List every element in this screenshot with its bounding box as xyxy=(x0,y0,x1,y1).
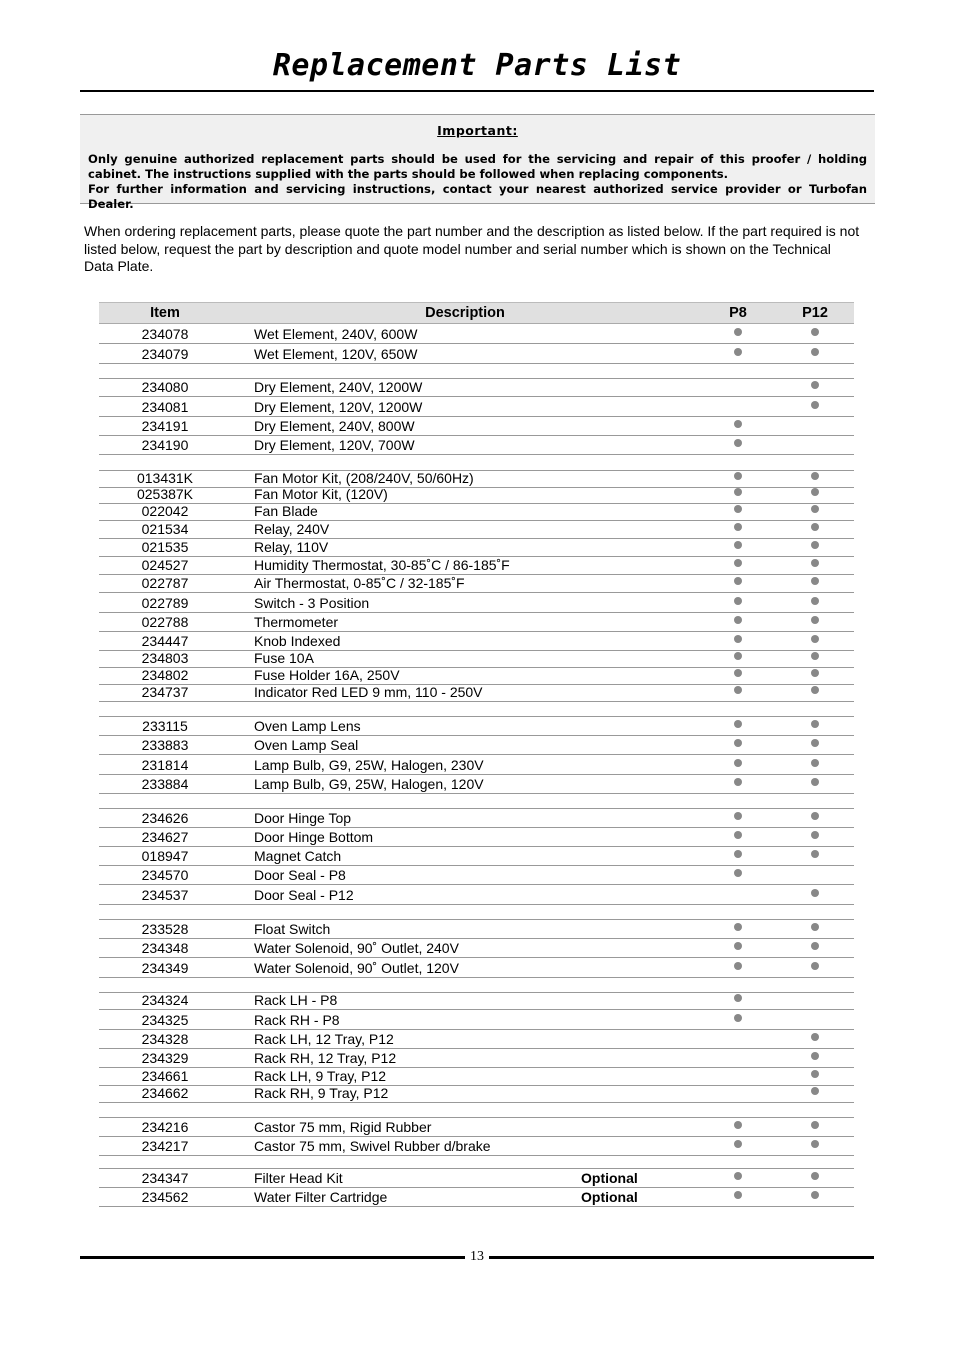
part-number: 231814 xyxy=(141,757,189,773)
table-row xyxy=(99,774,854,794)
part-number: 013431K xyxy=(136,470,194,486)
p12-availability-dot-cell xyxy=(807,667,823,683)
p8-availability-dot xyxy=(734,669,742,677)
p8-availability-dot xyxy=(734,488,742,496)
important-line-1: Only genuine authorized replacement parts should be used for the servicing and repair of this proofer / holding cabinet. The instructions supplied with the parts should be followed when replacing components. xyxy=(88,152,867,181)
page-title: Replacement Parts List xyxy=(272,48,682,83)
part-number: 022789 xyxy=(141,595,189,611)
p12-availability-dot-cell xyxy=(807,486,823,502)
p12-availability-dot-cell xyxy=(807,539,823,555)
p8-availability-dot xyxy=(734,778,742,786)
p12-availability-dot-cell xyxy=(807,718,823,734)
part-number: 234216 xyxy=(141,1119,189,1135)
p12-availability-dot-cell xyxy=(807,595,823,611)
p12-availability-dot-cell xyxy=(807,521,823,537)
p8-availability-dot xyxy=(734,994,742,1002)
part-description: Castor 75 mm, Rigid Rubber xyxy=(254,1119,432,1135)
p12-availability-dot xyxy=(811,505,819,513)
part-description: Indicator Red LED 9 mm, 110 - 250V xyxy=(254,684,483,700)
p8-availability-dot-cell xyxy=(730,810,746,826)
part-number: 234562 xyxy=(141,1189,189,1205)
part-number: 024527 xyxy=(141,557,189,573)
p12-availability-dot-cell xyxy=(807,1138,823,1154)
p8-availability-dot-cell xyxy=(730,326,746,342)
p12-availability-dot xyxy=(811,559,819,567)
table-row xyxy=(99,520,854,539)
part-description: Water Solenoid, 90˚ Outlet, 240V xyxy=(254,940,459,956)
p12-availability-dot-cell xyxy=(807,633,823,649)
p8-availability-dot xyxy=(734,523,742,531)
p8-availability-dot xyxy=(734,720,742,728)
important-notice xyxy=(80,114,875,211)
p8-availability-dot-cell xyxy=(730,1138,746,1154)
p8-availability-dot xyxy=(734,869,742,877)
part-number: 233528 xyxy=(141,921,189,937)
p8-availability-dot xyxy=(734,759,742,767)
part-description: Door Seal - P8 xyxy=(254,867,346,883)
part-description: Knob Indexed xyxy=(254,633,341,649)
p12-availability-dot xyxy=(811,1140,819,1148)
optional-label: Optional xyxy=(581,1170,638,1186)
part-description: Relay, 110V xyxy=(254,539,329,555)
p8-availability-dot xyxy=(734,686,742,694)
p12-availability-dot xyxy=(811,1172,819,1180)
table-row xyxy=(99,378,854,397)
p12-availability-dot-cell xyxy=(807,399,823,415)
p12-availability-dot xyxy=(811,381,819,389)
part-number: 021534 xyxy=(141,521,189,537)
part-description: Wet Element, 120V, 650W xyxy=(254,346,418,362)
p12-availability-dot-cell xyxy=(807,379,823,395)
p12-availability-dot xyxy=(811,812,819,820)
p12-availability-dot xyxy=(811,652,819,660)
p12-availability-dot xyxy=(811,1191,819,1199)
table-row xyxy=(99,1085,854,1103)
part-description: Magnet Catch xyxy=(254,848,342,864)
p12-availability-dot-cell xyxy=(807,940,823,956)
p8-availability-dot xyxy=(734,541,742,549)
part-description: Fan Blade xyxy=(254,503,318,519)
p8-availability-dot xyxy=(734,577,742,585)
p12-availability-dot xyxy=(811,401,819,409)
p8-availability-dot-cell xyxy=(730,418,746,434)
p8-availability-dot xyxy=(734,1014,742,1022)
p12-availability-dot xyxy=(811,850,819,858)
table-spacer-row xyxy=(99,363,854,379)
part-description: Dry Element, 240V, 1200W xyxy=(254,379,423,395)
p8-availability-dot-cell xyxy=(730,940,746,956)
part-number: 234348 xyxy=(141,940,189,956)
p8-availability-dot xyxy=(734,348,742,356)
p12-availability-dot xyxy=(811,778,819,786)
p8-availability-dot xyxy=(734,962,742,970)
p8-availability-dot xyxy=(734,616,742,624)
p12-availability-dot xyxy=(811,597,819,605)
p8-availability-dot-cell xyxy=(730,757,746,773)
part-number: 234217 xyxy=(141,1138,189,1154)
table-row xyxy=(99,1048,854,1068)
p12-availability-dot-cell xyxy=(807,326,823,342)
part-description: Rack LH, 9 Tray, P12 xyxy=(254,1068,387,1084)
p8-availability-dot-cell xyxy=(730,521,746,537)
table-row xyxy=(99,1009,854,1030)
table-row xyxy=(99,735,854,755)
table-row xyxy=(99,884,854,905)
table-row xyxy=(99,556,854,575)
part-number: 233115 xyxy=(142,718,188,734)
table-row xyxy=(99,808,854,828)
part-number: 234803 xyxy=(141,650,189,666)
p8-availability-dot xyxy=(734,505,742,513)
part-description: Fan Motor Kit, (120V) xyxy=(254,486,388,502)
part-number: 025387K xyxy=(136,486,194,502)
p12-availability-dot-cell xyxy=(807,1068,823,1084)
p8-availability-dot-cell xyxy=(730,776,746,792)
table-row xyxy=(99,650,854,668)
part-number: 234661 xyxy=(141,1068,189,1084)
table-row xyxy=(99,846,854,866)
table-row xyxy=(99,754,854,775)
p8-availability-dot-cell xyxy=(730,346,746,362)
p8-availability-dot xyxy=(734,739,742,747)
p12-availability-dot xyxy=(811,328,819,336)
table-row xyxy=(99,416,854,436)
p8-availability-dot xyxy=(734,328,742,336)
p8-availability-dot-cell xyxy=(730,718,746,734)
p12-availability-dot-cell xyxy=(807,1189,823,1205)
part-description: Door Hinge Top xyxy=(254,810,352,826)
table-row xyxy=(99,631,854,651)
p8-availability-dot-cell xyxy=(730,503,746,519)
part-number: 233884 xyxy=(141,776,189,792)
p12-availability-dot xyxy=(811,523,819,531)
p12-availability-dot xyxy=(811,1121,819,1129)
part-number: 022787 xyxy=(141,575,189,591)
header-p8: P8 xyxy=(729,305,747,321)
part-number: 018947 xyxy=(141,848,189,864)
p12-availability-dot-cell xyxy=(807,776,823,792)
table-row xyxy=(99,992,854,1010)
important-heading: Important: xyxy=(437,123,518,138)
optional-label: Optional xyxy=(581,1189,638,1205)
p8-availability-dot-cell xyxy=(730,1119,746,1135)
p8-availability-dot xyxy=(734,652,742,660)
part-number: 234447 xyxy=(141,633,189,649)
part-description: Dry Element, 240V, 800W xyxy=(254,418,415,434)
p12-availability-dot-cell xyxy=(807,650,823,666)
p12-availability-dot xyxy=(811,923,819,931)
p8-availability-dot xyxy=(734,597,742,605)
part-description: Water Solenoid, 90˚ Outlet, 120V xyxy=(254,960,459,976)
table-row xyxy=(99,1029,854,1049)
part-number: 234081 xyxy=(141,399,189,415)
part-number: 233883 xyxy=(141,737,189,753)
part-description: Air Thermostat, 0-85˚C / 32-185˚F xyxy=(254,575,465,591)
part-description: Fuse 10A xyxy=(254,650,314,666)
p8-availability-dot-cell xyxy=(730,684,746,700)
p8-availability-dot-cell xyxy=(730,829,746,845)
p12-availability-dot-cell xyxy=(807,1050,823,1066)
part-number: 234190 xyxy=(141,437,189,453)
p8-availability-dot-cell xyxy=(730,539,746,555)
part-description: Oven Lamp Lens xyxy=(254,718,361,734)
table-row xyxy=(99,1136,854,1156)
p8-availability-dot-cell xyxy=(730,667,746,683)
p12-availability-dot xyxy=(811,942,819,950)
part-number: 234537 xyxy=(141,887,189,903)
table-row xyxy=(99,1067,854,1086)
part-number: 234324 xyxy=(141,992,189,1008)
important-body xyxy=(88,152,867,212)
part-description: Rack LH, 12 Tray, P12 xyxy=(254,1031,394,1047)
p12-availability-dot-cell xyxy=(807,575,823,591)
table-spacer-row xyxy=(99,1155,854,1169)
p8-availability-dot xyxy=(734,850,742,858)
p8-availability-dot-cell xyxy=(730,992,746,1008)
footer-rule-right xyxy=(489,1256,874,1259)
table-row xyxy=(99,1117,854,1137)
p12-availability-dot xyxy=(811,686,819,694)
header-item: Item xyxy=(150,305,180,321)
part-description: Door Hinge Bottom xyxy=(254,829,374,845)
p12-availability-dot-cell xyxy=(807,1031,823,1047)
p8-availability-dot-cell xyxy=(730,1170,746,1186)
p12-availability-dot xyxy=(811,962,819,970)
part-number: 234080 xyxy=(141,379,189,395)
table-spacer-row xyxy=(99,977,854,993)
p8-availability-dot xyxy=(734,439,742,447)
table-row xyxy=(99,612,854,632)
part-description: Rack RH, 12 Tray, P12 xyxy=(254,1050,397,1066)
part-description: Door Seal - P12 xyxy=(254,887,354,903)
p12-availability-dot xyxy=(811,541,819,549)
table-row xyxy=(99,503,854,521)
p12-availability-dot xyxy=(811,635,819,643)
intro-paragraph: When ordering replacement parts, please quote the part number and the description as listed below. If the part required is not listed below, request the part by description and quote model number and serial number which is shown on the Technical Data Plate. xyxy=(84,223,860,274)
p8-availability-dot xyxy=(734,472,742,480)
table-row xyxy=(99,487,854,504)
p8-availability-dot xyxy=(734,420,742,428)
table-spacer-row xyxy=(99,793,854,809)
p8-availability-dot xyxy=(734,1172,742,1180)
p12-availability-dot-cell xyxy=(807,614,823,630)
p12-availability-dot-cell xyxy=(807,960,823,976)
p12-availability-dot-cell xyxy=(807,737,823,753)
part-number: 234802 xyxy=(141,667,189,683)
part-description: Fan Motor Kit, (208/240V, 50/60Hz) xyxy=(254,470,474,486)
table-spacer-row xyxy=(99,454,854,471)
p8-availability-dot xyxy=(734,942,742,950)
p12-availability-dot-cell xyxy=(807,684,823,700)
important-line-2: For further information and servicing instructions, contact your nearest authorized service provider or Turbofan Dealer. xyxy=(88,182,867,211)
part-description: Humidity Thermostat, 30-85˚C / 86-185˚F xyxy=(254,557,510,573)
part-description: Dry Element, 120V, 700W xyxy=(254,437,415,453)
header-p12: P12 xyxy=(802,305,828,321)
part-number: 234328 xyxy=(141,1031,189,1047)
p12-availability-dot-cell xyxy=(807,503,823,519)
part-description: Relay, 240V xyxy=(254,521,330,537)
p12-availability-dot xyxy=(811,831,819,839)
part-description: Oven Lamp Seal xyxy=(254,737,359,753)
p12-availability-dot xyxy=(811,577,819,585)
part-description: Lamp Bulb, G9, 25W, Halogen, 230V xyxy=(254,757,484,773)
p8-availability-dot-cell xyxy=(730,1012,746,1028)
p12-availability-dot-cell xyxy=(807,1170,823,1186)
p12-availability-dot xyxy=(811,472,819,480)
p8-availability-dot-cell xyxy=(730,633,746,649)
part-number: 022042 xyxy=(141,503,189,519)
p12-availability-dot xyxy=(811,1070,819,1078)
part-description: Dry Element, 120V, 1200W xyxy=(254,399,423,415)
p12-availability-dot-cell xyxy=(807,346,823,362)
p12-availability-dot-cell xyxy=(807,557,823,573)
p8-availability-dot-cell xyxy=(730,614,746,630)
part-description: Castor 75 mm, Swivel Rubber d/brake xyxy=(254,1138,491,1154)
p8-availability-dot-cell xyxy=(730,595,746,611)
part-number: 234349 xyxy=(141,960,189,976)
p8-availability-dot-cell xyxy=(730,557,746,573)
title-divider xyxy=(80,90,874,92)
table-row xyxy=(99,574,854,593)
part-number: 234325 xyxy=(141,1012,189,1028)
p8-availability-dot-cell xyxy=(730,1189,746,1205)
table-row xyxy=(99,435,854,455)
p8-availability-dot-cell xyxy=(730,921,746,937)
p12-availability-dot-cell xyxy=(807,470,823,486)
p8-availability-dot xyxy=(734,812,742,820)
table-row xyxy=(99,538,854,557)
table-row xyxy=(99,592,854,613)
p12-availability-dot xyxy=(811,669,819,677)
part-number: 234329 xyxy=(141,1050,189,1066)
part-number: 234570 xyxy=(141,867,189,883)
table-spacer-row xyxy=(99,1102,854,1118)
table-row xyxy=(99,827,854,847)
table-row xyxy=(99,667,854,685)
table-row xyxy=(99,343,854,364)
p8-availability-dot xyxy=(734,1191,742,1199)
part-number: 234627 xyxy=(141,829,189,845)
table-header xyxy=(99,302,854,324)
p8-availability-dot-cell xyxy=(730,737,746,753)
part-description: Switch - 3 Position xyxy=(254,595,370,611)
p12-availability-dot xyxy=(811,1087,819,1095)
table-row xyxy=(99,919,854,939)
table-row xyxy=(99,684,854,702)
footer-rule-left xyxy=(80,1256,465,1259)
p12-availability-dot-cell xyxy=(807,757,823,773)
part-description: Float Switch xyxy=(254,921,331,937)
p12-availability-dot-cell xyxy=(807,829,823,845)
table-row xyxy=(99,716,854,736)
p12-availability-dot xyxy=(811,889,819,897)
p8-availability-dot xyxy=(734,831,742,839)
p12-availability-dot xyxy=(811,616,819,624)
table-row xyxy=(99,324,854,344)
p12-availability-dot-cell xyxy=(807,848,823,864)
table-row xyxy=(99,1187,854,1207)
part-number: 234078 xyxy=(141,326,189,342)
part-description: Water Filter Cartridge xyxy=(254,1189,388,1205)
part-description: Rack RH - P8 xyxy=(254,1012,340,1028)
table-spacer-row xyxy=(99,904,854,920)
part-description: Thermometer xyxy=(254,614,339,630)
part-number: 234626 xyxy=(141,810,189,826)
part-number: 234079 xyxy=(141,346,189,362)
p12-availability-dot xyxy=(811,759,819,767)
p12-availability-dot-cell xyxy=(807,810,823,826)
p8-availability-dot xyxy=(734,923,742,931)
p8-availability-dot-cell xyxy=(730,470,746,486)
p8-availability-dot-cell xyxy=(730,848,746,864)
p8-availability-dot-cell xyxy=(730,575,746,591)
p12-availability-dot xyxy=(811,720,819,728)
part-number: 022788 xyxy=(141,614,189,630)
p8-availability-dot xyxy=(734,1121,742,1129)
p12-availability-dot xyxy=(811,488,819,496)
part-number: 021535 xyxy=(141,539,189,555)
part-description: Lamp Bulb, G9, 25W, Halogen, 120V xyxy=(254,776,484,792)
p8-availability-dot xyxy=(734,635,742,643)
part-number: 234347 xyxy=(141,1170,189,1186)
p8-availability-dot xyxy=(734,559,742,567)
table-row xyxy=(99,938,854,958)
table-row xyxy=(99,396,854,417)
p12-availability-dot xyxy=(811,739,819,747)
p8-availability-dot-cell xyxy=(730,486,746,502)
p12-availability-dot-cell xyxy=(807,1085,823,1101)
p12-availability-dot-cell xyxy=(807,921,823,937)
part-description: Fuse Holder 16A, 250V xyxy=(254,667,400,683)
part-description: Rack RH, 9 Tray, P12 xyxy=(254,1085,389,1101)
part-description: Filter Head Kit xyxy=(254,1170,343,1186)
p12-availability-dot xyxy=(811,1033,819,1041)
table-row xyxy=(99,1168,854,1188)
p8-availability-dot-cell xyxy=(730,437,746,453)
p8-availability-dot xyxy=(734,1140,742,1148)
p12-availability-dot-cell xyxy=(807,887,823,903)
part-number: 234737 xyxy=(141,684,189,700)
p12-availability-dot xyxy=(811,348,819,356)
table-row xyxy=(99,957,854,978)
page-number: 13 xyxy=(470,1249,484,1264)
table-spacer-row xyxy=(99,701,854,717)
p8-availability-dot-cell xyxy=(730,650,746,666)
part-description: Rack LH - P8 xyxy=(254,992,338,1008)
header-description: Description xyxy=(425,305,505,321)
p8-availability-dot-cell xyxy=(730,867,746,883)
part-number: 234662 xyxy=(141,1085,189,1101)
p12-availability-dot xyxy=(811,1052,819,1060)
part-description: Wet Element, 240V, 600W xyxy=(254,326,418,342)
part-number: 234191 xyxy=(141,418,189,434)
p8-availability-dot-cell xyxy=(730,960,746,976)
p12-availability-dot-cell xyxy=(807,1119,823,1135)
table-row xyxy=(99,865,854,885)
